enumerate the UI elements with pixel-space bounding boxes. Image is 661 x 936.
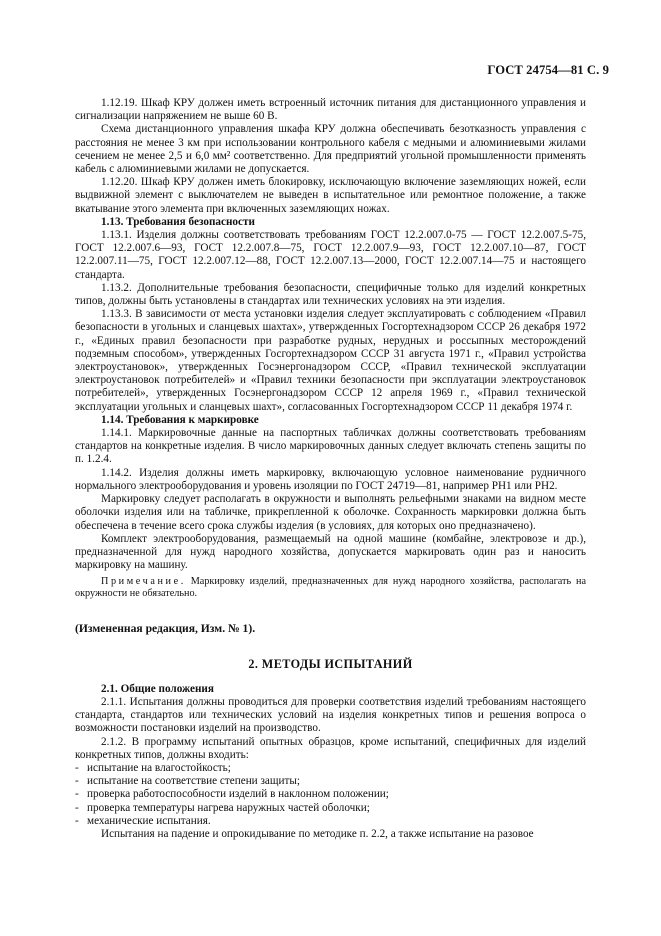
- heading-1-13: 1.13. Требования безопасности: [101, 215, 255, 228]
- paragraph-2-1-1: 2.1.1. Испытания должны проводиться для проверки соответствия изделий требованиям настоящего стандарта, стандартов или технических условий на изделия конкретных типов и решения вопроса о возможности постановки изделий на производство.: [75, 695, 586, 735]
- page-body: [75, 97, 586, 841]
- heading-1-14: 1.14. Требования к маркировке: [101, 413, 259, 426]
- amendment-note: (Измененная редакция, Изм. № 1).: [75, 622, 256, 636]
- paragraph-1-13-2: 1.13.2. Дополнительные требования безопасности, специфичные только для изделий конкретных типов, должны быть установлены в стандартах или технических условиях на эти изделия.: [75, 281, 586, 308]
- note-text: Маркировку изделий, предназначенных для нужд народного хозяйства, располагать на окружности не обязательно.: [75, 576, 586, 600]
- list-item: - проверка температуры нагрева наружных частей оболочки;: [75, 801, 370, 814]
- list-item: - механические испытания.: [75, 814, 211, 827]
- paragraph-remote-control: Схема дистанционного управления шкафа КРУ должна обеспечивать безотказность управления с расстояния не менее 3 км при использовании контрольного кабеля с медными и алюминиевыми жилами сечением не менее 2,5 и 6,0 мм² соответственно. Для предприятий угольной промышленности применять кабель с алюминиевыми жилами не допускается.: [75, 123, 586, 176]
- paragraph-1-12-20: 1.12.20. Шкаф КРУ должен иметь блокировку, исключающую включение заземляющих ножей, если выдвижной элемент с выключателем не выведен в испытательное или ремонтное положение, а также вкатывание этого элемента при включенных заземляющих ножах.: [75, 176, 586, 215]
- running-header: ГОСТ 24754—81 С. 9: [487, 63, 609, 77]
- paragraph-1-14-1: 1.14.1. Маркировочные данные на паспортных табличках должны соответствовать требованиям стандартов на конкретные изделия. В число маркировочных данных следует включать степень защиты по п. 1.2.4.: [75, 427, 586, 466]
- list-item: - проверка работоспособности изделий в наклонном положении;: [75, 788, 389, 801]
- note-label: Примечание.: [101, 576, 186, 588]
- list-item: - испытание на влагостойкость;: [75, 761, 231, 774]
- heading-2-1: 2.1. Общие положения: [101, 682, 214, 695]
- note: [75, 576, 586, 600]
- paragraph-kit-marking: Комплект электрооборудования, размещаемый на одной машине (комбайне, электровозе и др.), предназначенной для нужд народного хозяйства, допускается маркировать один раз и наносить маркировку на машину.: [75, 532, 586, 572]
- section-2-title: 2. МЕТОДЫ ИСПЫТАНИЙ: [248, 656, 413, 671]
- paragraph-2-1-2: 2.1.2. В программу испытаний опытных образцов, кроме испытаний, специфичных для изделий конкретных типов, должны входить:: [75, 735, 586, 761]
- paragraph-1-12-19: 1.12.19. Шкаф КРУ должен иметь встроенный источник питания для дистанционного управления и сигнализации напряжением не выше 60 В.: [75, 97, 586, 123]
- paragraph-marking-place: Маркировку следует располагать в окружности и выполнять рельефными знаками на видном месте оболочки изделия или на табличке, прикрепленной к оболочке. Сохранность маркировки должна быть обеспечена в течение всего срока службы изделия (в условиях, для которых оно предназначено).: [75, 493, 586, 532]
- list-item: - испытание на соответствие степени защиты;: [75, 775, 300, 788]
- paragraph-1-13-1: 1.13.1. Изделия должны соответствовать требованиям ГОСТ 12.2.007.0-75 — ГОСТ 12.2.007.5-75, ГОСТ 12.2.007.6—93, ГОСТ 12.2.007.8—75, ГОСТ 12.2.007.9—93, ГОСТ 12.2.007.10—87, ГОСТ 12.2.007.11—75, ГОСТ 12.2.007.12—88, ГОСТ 12.2.007.13—2000, ГОСТ 12.2.007.14—75 и настоящего стандарта.: [75, 229, 586, 281]
- paragraph-1-14-2: 1.14.2. Изделия должны иметь маркировку, включающую условное наименование рудничного нормального электрооборудования и уровень изоляции по ГОСТ 24719—81, например РН1 или РН2.: [75, 466, 586, 492]
- paragraph-drop-tests: Испытания на падение и опрокидывание по методике п. 2.2, а также испытание на разовое: [101, 827, 534, 840]
- paragraph-1-13-3: 1.13.3. В зависимости от места установки изделия следует эксплуатировать с соблюдением «Правил безопасности в угольных и сланцевых шахтах», утвержденных Госгортехнадзором СССР 26 декабря 1972 г., «Единых правил безопасности при разработке рудных, нерудных и россыпных месторождений подземным способом», утвержденных Госгортехнадзором СССР 31 августа 1971 г., «Правил устройства электроустановок», утвержденных Госэнергонадзором СССР, «Правил технической эксплуатации электроустановок потребителей» и «Правил техники безопасности при эксплуатации электроустановок потребителей», утвержденных Госэнергонадзором СССР 12 апреля 1969 г., «Правил технической эксплуатации угольных и сланцевых шахт», согласованных Госгортехнадзором СССР 11 декабря 1974 г.: [75, 308, 586, 413]
